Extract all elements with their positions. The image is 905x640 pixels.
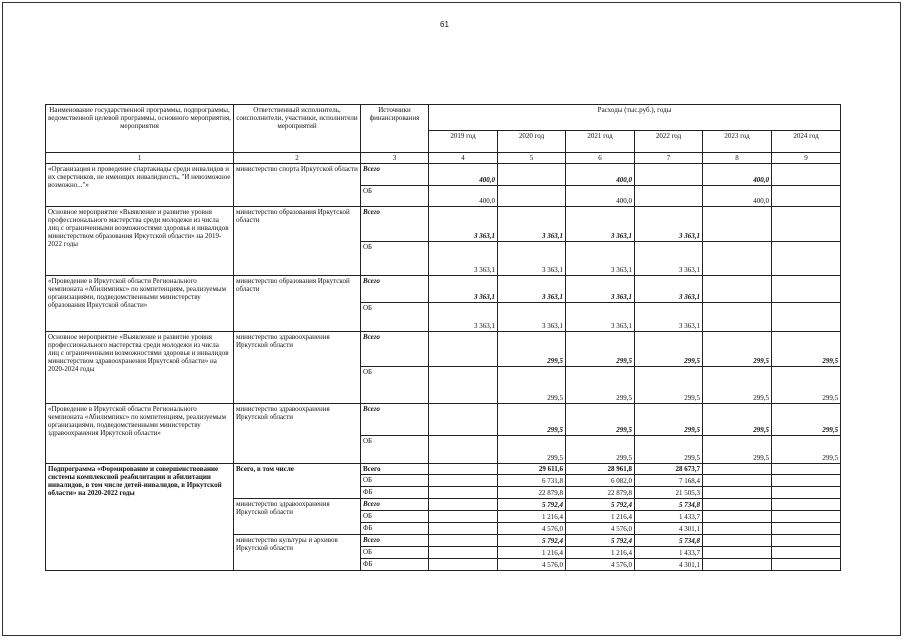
- value-cell: [703, 499, 772, 511]
- value-cell: [772, 547, 841, 559]
- source-cell: ОБ: [361, 475, 429, 487]
- col-number: 3: [361, 153, 429, 164]
- value-cell: [635, 164, 703, 186]
- value-cell: 4 301,1: [635, 559, 703, 571]
- table-row: [46, 276, 841, 303]
- header-year: 2024 год: [772, 131, 841, 153]
- header-year: 2023 год: [703, 131, 772, 153]
- value-cell: 1 216,4: [498, 547, 566, 559]
- row-executor: министерство образования Иркутской области: [234, 207, 361, 276]
- table-row: [46, 332, 841, 367]
- row-name: Основное мероприятие «Выявление и развитие уровня профессионального мастерства среди молодежи из числа лиц с ограниченными возможностями здоровья и инвалидов министерством образования Иркутской области» на 2019-2022 годы: [46, 207, 234, 276]
- value-cell: [429, 436, 498, 464]
- value-cell: 3 363,1: [429, 207, 498, 242]
- value-cell: 299,5: [498, 404, 566, 436]
- value-cell: 4 576,0: [566, 559, 635, 571]
- value-cell: [703, 559, 772, 571]
- value-cell: [429, 523, 498, 535]
- value-cell: [703, 303, 772, 332]
- value-cell: 299,5: [498, 436, 566, 464]
- value-cell: [429, 499, 498, 511]
- value-cell: 7 168,4: [635, 475, 703, 487]
- col-number: 4: [429, 153, 498, 164]
- source-cell: ОБ: [361, 186, 429, 207]
- value-cell: [703, 523, 772, 535]
- row-name: «Проведение в Иркутской области Регионального чемпионата «Абилимпикс» по компетенциям, реализуемым организациями, подведомственными министерству здравоохранения Иркутской области»: [46, 404, 234, 464]
- value-cell: 299,5: [703, 436, 772, 464]
- source-cell: Всего: [361, 535, 429, 547]
- value-cell: 1 433,7: [635, 511, 703, 523]
- value-cell: 299,5: [772, 436, 841, 464]
- col-number: 9: [772, 153, 841, 164]
- row-executor: министерство здравоохранения Иркутской области: [234, 332, 361, 404]
- value-cell: 3 363,1: [635, 276, 703, 303]
- value-cell: 299,5: [498, 367, 566, 404]
- value-cell: 3 363,1: [498, 207, 566, 242]
- value-cell: 28 673,7: [635, 464, 703, 475]
- header-year: 2019 год: [429, 131, 498, 153]
- source-cell: ФБ: [361, 523, 429, 535]
- value-cell: 3 363,1: [429, 303, 498, 332]
- value-cell: [772, 511, 841, 523]
- value-cell: [498, 186, 566, 207]
- value-cell: [772, 464, 841, 475]
- value-cell: [429, 487, 498, 499]
- value-cell: [635, 186, 703, 207]
- value-cell: [772, 499, 841, 511]
- table-row: [46, 207, 841, 242]
- value-cell: 4 301,1: [635, 523, 703, 535]
- value-cell: [772, 487, 841, 499]
- budget-table: [45, 104, 841, 571]
- col-number: 1: [46, 153, 234, 164]
- value-cell: [772, 559, 841, 571]
- value-cell: [703, 511, 772, 523]
- value-cell: 5 734,8: [635, 535, 703, 547]
- value-cell: 3 363,1: [498, 303, 566, 332]
- value-cell: 22 879,8: [566, 487, 635, 499]
- value-cell: 3 363,1: [566, 276, 635, 303]
- row-name: Основное мероприятие «Выявление и развитие уровня профессионального мастерства среди молодежи из числа лиц с ограниченными возможностями здоровья и инвалидов министерством здравоохранения Иркутской области» на 2020-2024 годы: [46, 332, 234, 404]
- source-cell: Всего: [361, 499, 429, 511]
- row-executor: министерство здравоохранения Иркутской области: [234, 404, 361, 464]
- header-year: 2020 год: [498, 131, 566, 153]
- column-numbers-row: [46, 153, 841, 164]
- value-cell: [703, 547, 772, 559]
- header-executor: Ответственный исполнитель, соисполнители, участники, исполнители мероприятий: [234, 105, 361, 153]
- value-cell: 1 216,4: [566, 547, 635, 559]
- value-cell: 299,5: [703, 367, 772, 404]
- header-row: [46, 105, 841, 131]
- value-cell: 299,5: [635, 436, 703, 464]
- value-cell: 299,5: [703, 404, 772, 436]
- source-cell: Всего: [361, 164, 429, 186]
- col-number: 5: [498, 153, 566, 164]
- value-cell: 3 363,1: [498, 242, 566, 276]
- value-cell: 299,5: [566, 404, 635, 436]
- value-cell: [772, 164, 841, 186]
- subprogram-name: Подпрограмма «Формирование и совершенствование системы комплексной реабилитации и абилитации инвалидов, в том числе детей-инвалидов, в Иркутской области» на 2020-2022 годы: [46, 464, 234, 571]
- value-cell: 4 576,0: [498, 523, 566, 535]
- value-cell: [429, 404, 498, 436]
- value-cell: 400,0: [429, 186, 498, 207]
- source-cell: ОБ: [361, 547, 429, 559]
- value-cell: [772, 186, 841, 207]
- value-cell: [703, 475, 772, 487]
- value-cell: [772, 523, 841, 535]
- value-cell: [772, 303, 841, 332]
- col-number: 2: [234, 153, 361, 164]
- value-cell: 5 792,4: [498, 535, 566, 547]
- value-cell: 3 363,1: [635, 207, 703, 242]
- value-cell: 299,5: [498, 332, 566, 367]
- source-cell: ФБ: [361, 559, 429, 571]
- page-number: 61: [440, 20, 449, 29]
- value-cell: 21 505,3: [635, 487, 703, 499]
- value-cell: [429, 535, 498, 547]
- value-cell: [772, 276, 841, 303]
- source-cell: ОБ: [361, 511, 429, 523]
- value-cell: 299,5: [566, 436, 635, 464]
- source-cell: ОБ: [361, 303, 429, 332]
- value-cell: 299,5: [703, 332, 772, 367]
- value-cell: 299,5: [772, 367, 841, 404]
- source-cell: Всего: [361, 404, 429, 436]
- value-cell: [772, 535, 841, 547]
- value-cell: 3 363,1: [566, 303, 635, 332]
- header-program-name: Наименование государственной программы, подпрограммы, ведомственной целевой программы, основного мероприятия, мероприятия: [46, 105, 234, 153]
- value-cell: 299,5: [635, 367, 703, 404]
- value-cell: 3 363,1: [498, 276, 566, 303]
- value-cell: 3 363,1: [566, 207, 635, 242]
- value-cell: 5 792,4: [566, 499, 635, 511]
- source-cell: Всего: [361, 464, 429, 475]
- value-cell: [703, 464, 772, 475]
- value-cell: 400,0: [566, 186, 635, 207]
- value-cell: 299,5: [772, 332, 841, 367]
- value-cell: 6 731,8: [498, 475, 566, 487]
- col-number: 6: [566, 153, 635, 164]
- value-cell: [772, 207, 841, 242]
- source-cell: ОБ: [361, 367, 429, 404]
- source-cell: Всего: [361, 207, 429, 242]
- value-cell: 3 363,1: [566, 242, 635, 276]
- value-cell: [429, 547, 498, 559]
- col-number: 8: [703, 153, 772, 164]
- source-cell: Всего: [361, 276, 429, 303]
- value-cell: [703, 242, 772, 276]
- table-row: [46, 464, 841, 475]
- source-cell: ОБ: [361, 242, 429, 276]
- value-cell: 1 216,4: [566, 511, 635, 523]
- value-cell: 29 611,6: [498, 464, 566, 475]
- value-cell: 6 082,0: [566, 475, 635, 487]
- value-cell: 299,5: [566, 332, 635, 367]
- value-cell: [429, 464, 498, 475]
- value-cell: 299,5: [635, 332, 703, 367]
- value-cell: [703, 276, 772, 303]
- col-number: 7: [635, 153, 703, 164]
- row-name: «Проведение в Иркутской области Регионального чемпионата «Абилимпикс» по компетенциям, реализуемым организациями, подведомственными министерству образования Иркутской области»: [46, 276, 234, 332]
- value-cell: 299,5: [566, 367, 635, 404]
- value-cell: 400,0: [429, 164, 498, 186]
- value-cell: [703, 487, 772, 499]
- value-cell: 28 961,8: [566, 464, 635, 475]
- row-executor: министерство здравоохранения Иркутской области: [234, 499, 361, 535]
- value-cell: 5 792,4: [498, 499, 566, 511]
- value-cell: [429, 367, 498, 404]
- row-executor: Всего, в том числе: [234, 464, 361, 499]
- value-cell: [429, 511, 498, 523]
- header-year: 2022 год: [635, 131, 703, 153]
- header-expenses: Расходы (тыс.руб.), годы: [429, 105, 841, 131]
- value-cell: [498, 164, 566, 186]
- value-cell: 3 363,1: [429, 242, 498, 276]
- row-name: «Организация и проведение спартакиады среди инвалидов и их сверстников, не имеющих инвалидность, "И невозможное возможно..."»: [46, 164, 234, 207]
- value-cell: 4 576,0: [566, 523, 635, 535]
- value-cell: [703, 207, 772, 242]
- value-cell: 299,5: [772, 404, 841, 436]
- value-cell: [772, 475, 841, 487]
- value-cell: 400,0: [703, 186, 772, 207]
- header-year: 2021 год: [566, 131, 635, 153]
- value-cell: 5 734,8: [635, 499, 703, 511]
- value-cell: [772, 242, 841, 276]
- table-row: [46, 164, 841, 186]
- header-source: Источники финансирования: [361, 105, 429, 153]
- value-cell: 299,5: [635, 404, 703, 436]
- value-cell: 3 363,1: [635, 242, 703, 276]
- row-executor: министерство культуры и архивов Иркутской области: [234, 535, 361, 571]
- value-cell: 4 576,0: [498, 559, 566, 571]
- value-cell: 1 216,4: [498, 511, 566, 523]
- source-cell: ФБ: [361, 487, 429, 499]
- value-cell: [429, 559, 498, 571]
- value-cell: 3 363,1: [635, 303, 703, 332]
- source-cell: ОБ: [361, 436, 429, 464]
- value-cell: 400,0: [703, 164, 772, 186]
- value-cell: [429, 475, 498, 487]
- value-cell: 5 792,4: [566, 535, 635, 547]
- value-cell: [703, 535, 772, 547]
- value-cell: 3 363,1: [429, 276, 498, 303]
- value-cell: 1 433,7: [635, 547, 703, 559]
- value-cell: [429, 332, 498, 367]
- value-cell: 400,0: [566, 164, 635, 186]
- row-executor: министерство спорта Иркутской области: [234, 164, 361, 207]
- value-cell: 22 879,8: [498, 487, 566, 499]
- row-executor: министерство образования Иркутской области: [234, 276, 361, 332]
- table-row: [46, 404, 841, 436]
- source-cell: Всего: [361, 332, 429, 367]
